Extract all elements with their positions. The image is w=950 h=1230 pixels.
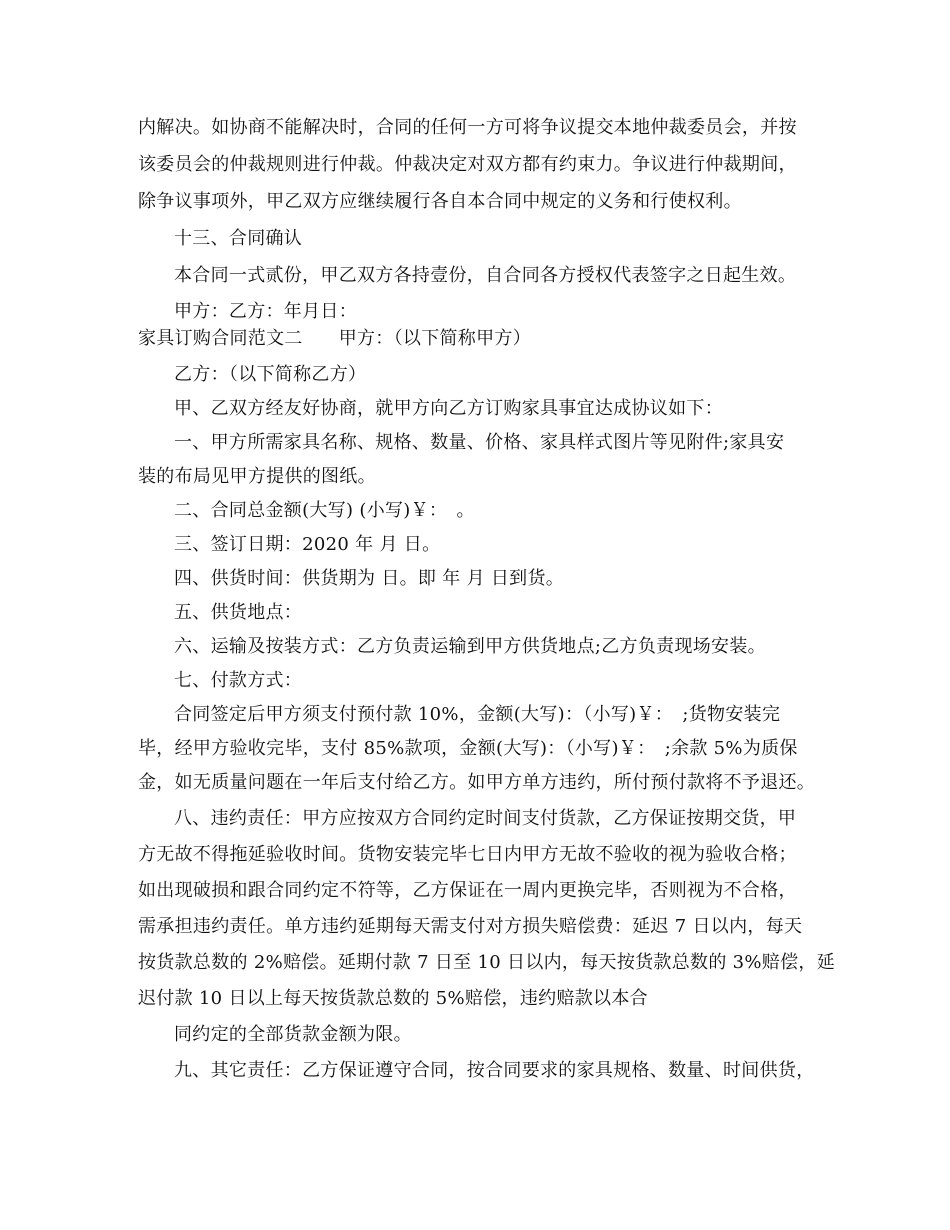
clause-5: 五、供货地点： (174, 602, 303, 623)
paragraph-line: 甲、乙双方经友好协商，就甲方向乙方订购家具事宜达成协议如下： (174, 398, 723, 419)
document-title-row (138, 326, 531, 352)
payment-line: 合同签定后甲方须支付预付款 10%，金额(大写)：（小写)￥： ;货物安装完 (174, 704, 781, 725)
party-b-line: 乙方：（以下简称乙方） (174, 364, 367, 385)
clause-8: 八、违约责任：甲方应按双方合同约定时间支付货款，乙方保证按期交货，甲 (174, 808, 797, 829)
clause-9: 九、其它责任：乙方保证遵守合同，按合同要求的家具规格、数量、时间供货， (174, 1060, 815, 1081)
paragraph-line: 内解决。如协商不能解决时，合同的任何一方可将争议提交本地仲裁委员会，并按 (138, 117, 797, 138)
clause-8-line: 同约定的全部货款金额为限。 (174, 1024, 412, 1045)
clause-6: 六、运输及按装方式：乙方负责运输到甲方供货地点;乙方负责现场安装。 (174, 636, 766, 657)
signature-line: 甲方：乙方：年月日： (174, 301, 357, 322)
clause-1-continued: 装的布局见甲方提供的图纸。 (138, 466, 376, 487)
paragraph-line: 除争议事项外，甲乙双方应继续履行各自本合同中规定的义务和行使权利。 (138, 191, 742, 212)
clause-8-line: 需承担违约责任。单方违约延期每天需支付对方损失赔偿费：延迟 7 日以内，每天 (138, 916, 803, 937)
clause-2: 二、合同总金额(大写) (小写)￥： 。 (174, 500, 475, 521)
party-a-line: 甲方：（以下简称甲方） (338, 328, 532, 349)
document-title: 家具订购合同范文二 (138, 328, 303, 349)
clause-8-line: 按货款总数的 2%赔偿。延期付款 7 日至 10 日以内，每天按货款总数的 3%赔偿，延 (138, 952, 835, 973)
payment-line: 金，如无质量问题在一年后支付给乙方。如甲方单方违约，所付预付款将不予退还。 (138, 772, 816, 793)
clause-7: 七、付款方式： (174, 670, 303, 691)
clause-1: 一、甲方所需家具名称、规格、数量、价格、家具样式图片等见附件;家具安 (174, 432, 785, 453)
section-heading: 十三、合同确认 (174, 228, 303, 249)
paragraph-line: 本合同一式贰份，甲乙双方各持壹份，自合同各方授权代表签字之日起生效。 (174, 265, 797, 286)
paragraph-line: 该委员会的仲裁规则进行仲裁。仲裁决定对双方都有约束力。争议进行仲裁期间， (138, 154, 797, 175)
payment-line: 毕，经甲方验收完毕，支付 85%款项，金额(大写)：（小写)￥： ;余款 5%为质保 (138, 738, 798, 759)
clause-8-line: 方无故不得拖延验收时间。货物安装完毕七日内甲方无故不验收的视为验收合格； (138, 844, 797, 865)
clause-8-line: 迟付款 10 日以上每天按货款总数的 5%赔偿，违约赔款以本合 (138, 988, 648, 1009)
clause-8-line: 如出现破损和跟合同约定不符等，乙方保证在一周内更换完毕，否则视为不合格， (138, 880, 797, 901)
clause-3: 三、签订日期：2020 年 月 日。 (174, 534, 441, 555)
clause-4: 四、供货时间：供货期为 日。即 年 月 日到货。 (174, 568, 565, 589)
